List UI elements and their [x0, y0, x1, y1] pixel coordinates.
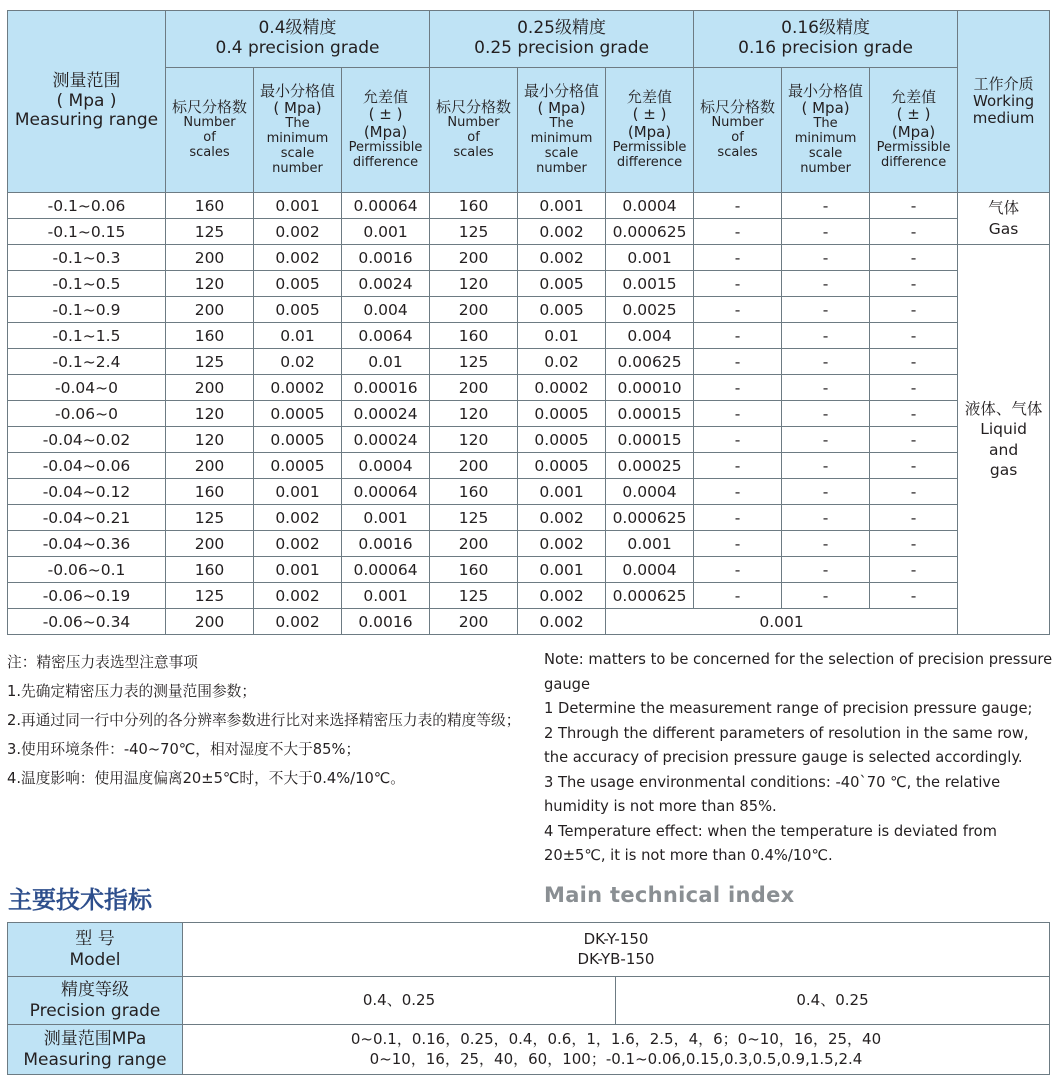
cell-s4: 125 — [166, 583, 254, 609]
subheader-min-scale-04: 最小分格值 ( Mpa) The minimum scale number — [254, 68, 342, 193]
cell-m4: 0.002 — [254, 609, 342, 635]
cell-m16: - — [782, 193, 870, 219]
note-4-cn: 4.温度影响：使用温度偏离20±5℃时，不大于0.4%/10℃。 — [7, 770, 405, 787]
cell-m16: - — [782, 531, 870, 557]
cell-s4: 160 — [166, 479, 254, 505]
table-row — [8, 193, 1050, 219]
cell-m25: 0.002 — [518, 219, 606, 245]
cell-s16: - — [694, 479, 782, 505]
cell-p16: - — [870, 453, 958, 479]
cell-s25: 125 — [430, 219, 518, 245]
cell-p4: 0.0016 — [342, 245, 430, 271]
cell-m16: - — [782, 479, 870, 505]
note-3-en: 3 The usage environmental conditions: -40`70 ℃, the relative humidity is not more than 85%. — [544, 773, 1001, 815]
cell-s4: 160 — [166, 193, 254, 219]
working-medium-header: 工作介质 Working medium — [958, 11, 1050, 193]
cell-range: -0.1~0.9 — [8, 297, 166, 323]
cell-p16: - — [870, 557, 958, 583]
cell-range: -0.04~0.06 — [8, 453, 166, 479]
cell-s4: 125 — [166, 219, 254, 245]
cell-s4: 120 — [166, 427, 254, 453]
cell-range: -0.04~0.36 — [8, 531, 166, 557]
cell-range: -0.1~0.06 — [8, 193, 166, 219]
cell-m25: 0.002 — [518, 245, 606, 271]
cell-range: -0.06~0.19 — [8, 583, 166, 609]
grade-row — [8, 977, 1050, 1025]
cell-range: -0.1~0.15 — [8, 219, 166, 245]
notes-chinese — [7, 648, 522, 793]
cell-p25: 0.0004 — [606, 193, 694, 219]
medium-gas-cell: 气体 Gas — [958, 193, 1050, 245]
cell-m16: - — [782, 583, 870, 609]
cell-s25: 200 — [430, 531, 518, 557]
cell-m25: 0.001 — [518, 193, 606, 219]
cell-p4: 0.01 — [342, 349, 430, 375]
cell-m16: - — [782, 427, 870, 453]
grade-value-left: 0.4、0.25 — [183, 977, 616, 1025]
cell-m4: 0.002 — [254, 245, 342, 271]
cell-p16: - — [870, 297, 958, 323]
cell-merged-permissible: 0.001 — [606, 609, 958, 635]
range-label: 测量范围MPa Measuring range — [8, 1025, 183, 1075]
cell-p16: - — [870, 427, 958, 453]
cell-range: -0.04~0.02 — [8, 427, 166, 453]
cell-p16: - — [870, 219, 958, 245]
cell-s25: 200 — [430, 297, 518, 323]
cell-m25: 0.01 — [518, 323, 606, 349]
cell-p4: 0.001 — [342, 505, 430, 531]
table-row — [8, 427, 1050, 453]
grade-label: 精度等级 Precision grade — [8, 977, 183, 1025]
cell-p25: 0.00015 — [606, 427, 694, 453]
cell-m4: 0.01 — [254, 323, 342, 349]
table-row — [8, 453, 1050, 479]
table-row — [8, 531, 1050, 557]
cell-m25: 0.002 — [518, 609, 606, 635]
cell-p4: 0.00024 — [342, 401, 430, 427]
cell-s16: - — [694, 531, 782, 557]
cell-s25: 120 — [430, 401, 518, 427]
cell-m16: - — [782, 453, 870, 479]
cell-m4: 0.005 — [254, 297, 342, 323]
cell-p25: 0.000625 — [606, 219, 694, 245]
cell-s4: 200 — [166, 375, 254, 401]
cell-s16: - — [694, 557, 782, 583]
table-row — [8, 219, 1050, 245]
cell-m4: 0.001 — [254, 479, 342, 505]
grade-header-04: 0.4级精度 0.4 precision grade — [166, 11, 430, 68]
note-2-en: 2 Through the different parameters of resolution in the same row, the accuracy of precision pressure gauge is selected accordingly. — [544, 724, 1029, 766]
cell-p25: 0.00625 — [606, 349, 694, 375]
cell-s16: - — [694, 323, 782, 349]
cell-range: -0.04~0.21 — [8, 505, 166, 531]
cell-range: -0.1~2.4 — [8, 349, 166, 375]
cell-s4: 200 — [166, 297, 254, 323]
cell-p16: - — [870, 401, 958, 427]
cell-p16: - — [870, 323, 958, 349]
cell-m16: - — [782, 505, 870, 531]
table-row — [8, 323, 1050, 349]
cell-p25: 0.00025 — [606, 453, 694, 479]
cell-range: -0.06~0.34 — [8, 609, 166, 635]
cell-s25: 125 — [430, 583, 518, 609]
cell-p16: - — [870, 193, 958, 219]
cell-m16: - — [782, 271, 870, 297]
cell-s25: 200 — [430, 245, 518, 271]
section-title-en: Main technical index — [544, 883, 795, 907]
table-row — [8, 297, 1050, 323]
subheader-scales-04: 标尺分格数 Number of scales — [166, 68, 254, 193]
cell-s16: - — [694, 375, 782, 401]
table-row — [8, 557, 1050, 583]
table-row — [8, 609, 1050, 635]
cell-p25: 0.0015 — [606, 271, 694, 297]
cell-range: -0.1~1.5 — [8, 323, 166, 349]
cell-m25: 0.0005 — [518, 427, 606, 453]
section-title-cn: 主要技术指标 — [8, 886, 152, 914]
cell-p16: - — [870, 349, 958, 375]
cell-m16: - — [782, 219, 870, 245]
cell-p25: 0.000625 — [606, 583, 694, 609]
cell-m25: 0.002 — [518, 583, 606, 609]
cell-s25: 200 — [430, 375, 518, 401]
cell-p4: 0.0024 — [342, 271, 430, 297]
cell-p25: 0.0004 — [606, 479, 694, 505]
cell-m16: - — [782, 375, 870, 401]
cell-m25: 0.0002 — [518, 375, 606, 401]
cell-s25: 160 — [430, 557, 518, 583]
cell-m4: 0.002 — [254, 583, 342, 609]
cell-p25: 0.00010 — [606, 375, 694, 401]
cell-s16: - — [694, 297, 782, 323]
table-row — [8, 349, 1050, 375]
notes-english — [544, 648, 1056, 869]
cell-range: -0.06~0 — [8, 401, 166, 427]
cell-m4: 0.001 — [254, 557, 342, 583]
cell-p4: 0.00064 — [342, 557, 430, 583]
cell-s4: 200 — [166, 453, 254, 479]
cell-p16: - — [870, 583, 958, 609]
cell-p16: - — [870, 479, 958, 505]
grade-header-016: 0.16级精度 0.16 precision grade — [694, 11, 958, 68]
cell-s16: - — [694, 193, 782, 219]
subheader-scales-016: 标尺分格数 Number of scales — [694, 68, 782, 193]
cell-s4: 120 — [166, 271, 254, 297]
note-4-en: 4 Temperature effect: when the temperature is deviated from 20±5℃, it is not more than 0.4%/10℃. — [544, 822, 997, 864]
table-row — [8, 245, 1050, 271]
cell-s25: 125 — [430, 349, 518, 375]
subheader-permissible-04: 允差值 ( ± ) (Mpa) Permissible difference — [342, 68, 430, 193]
cell-s16: - — [694, 453, 782, 479]
cell-p16: - — [870, 245, 958, 271]
cell-s4: 200 — [166, 531, 254, 557]
note-title-en: Note: matters to be concerned for the selection of precision pressure gauge — [544, 651, 1053, 693]
table-row — [8, 375, 1050, 401]
cell-s4: 200 — [166, 609, 254, 635]
cell-p4: 0.00024 — [342, 427, 430, 453]
note-2-cn: 2.再通过同一行中分列的各分辨率参数进行比对来选择精密压力表的精度等级； — [7, 712, 521, 729]
cell-m4: 0.002 — [254, 531, 342, 557]
table-row — [8, 271, 1050, 297]
cell-p4: 0.004 — [342, 297, 430, 323]
cell-p16: - — [870, 505, 958, 531]
technical-index-table — [7, 922, 1050, 1075]
cell-s16: - — [694, 427, 782, 453]
cell-range: -0.1~0.5 — [8, 271, 166, 297]
subheader-permissible-025: 允差值 ( ± ) (Mpa) Permissible difference — [606, 68, 694, 193]
model-label: 型 号 Model — [8, 923, 183, 977]
cell-s25: 200 — [430, 609, 518, 635]
cell-p16: - — [870, 531, 958, 557]
cell-s16: - — [694, 349, 782, 375]
cell-m4: 0.001 — [254, 193, 342, 219]
precision-spec-table — [7, 10, 1050, 635]
model-value: DK-Y-150 DK-YB-150 — [183, 923, 1050, 977]
grade-value-right: 0.4、0.25 — [616, 977, 1050, 1025]
cell-p16: - — [870, 375, 958, 401]
cell-s16: - — [694, 401, 782, 427]
cell-s16: - — [694, 583, 782, 609]
cell-p25: 0.00015 — [606, 401, 694, 427]
cell-s25: 160 — [430, 479, 518, 505]
cell-p4: 0.0064 — [342, 323, 430, 349]
cell-p16: - — [870, 271, 958, 297]
table-row — [8, 479, 1050, 505]
cell-m25: 0.0005 — [518, 453, 606, 479]
cell-m25: 0.02 — [518, 349, 606, 375]
spec-table-body — [8, 193, 1050, 635]
subheader-min-scale-016: 最小分格值 ( Mpa) The minimum scale number — [782, 68, 870, 193]
cell-m25: 0.002 — [518, 531, 606, 557]
cell-m16: - — [782, 401, 870, 427]
cell-p4: 0.001 — [342, 219, 430, 245]
cell-p4: 0.00064 — [342, 193, 430, 219]
model-row — [8, 923, 1050, 977]
cell-p25: 0.001 — [606, 245, 694, 271]
cell-range: -0.06~0.1 — [8, 557, 166, 583]
table-row — [8, 401, 1050, 427]
cell-m4: 0.002 — [254, 219, 342, 245]
note-1-cn: 1.先确定精密压力表的测量范围参数； — [7, 683, 257, 700]
cell-p25: 0.0004 — [606, 557, 694, 583]
cell-m4: 0.0005 — [254, 427, 342, 453]
note-3-cn: 3.使用环境条件：-40~70℃，相对湿度不大于85%； — [7, 741, 361, 758]
cell-s16: - — [694, 219, 782, 245]
cell-s4: 160 — [166, 323, 254, 349]
cell-s25: 160 — [430, 323, 518, 349]
note-title-cn: 注：精密压力表选型注意事项 — [7, 654, 198, 671]
cell-p25: 0.004 — [606, 323, 694, 349]
cell-s4: 160 — [166, 557, 254, 583]
cell-p25: 0.0025 — [606, 297, 694, 323]
cell-m4: 0.002 — [254, 505, 342, 531]
cell-m25: 0.001 — [518, 557, 606, 583]
cell-m16: - — [782, 245, 870, 271]
subheader-min-scale-025: 最小分格值 ( Mpa) The minimum scale number — [518, 68, 606, 193]
range-value: 0~0.1，0.16，0.25，0.4，0.6，1，1.6，2.5，4，6；0~10，16，25，40 0~10，16，25，40，60，100；-0.1~0.06,0.15,0.3,0.5,0.9,1.5,2.4 — [183, 1025, 1050, 1075]
cell-s25: 160 — [430, 193, 518, 219]
table-row — [8, 505, 1050, 531]
cell-m25: 0.005 — [518, 271, 606, 297]
cell-p25: 0.000625 — [606, 505, 694, 531]
cell-s25: 120 — [430, 271, 518, 297]
cell-s25: 120 — [430, 427, 518, 453]
cell-p4: 0.001 — [342, 583, 430, 609]
cell-s4: 125 — [166, 349, 254, 375]
cell-m16: - — [782, 349, 870, 375]
cell-s4: 125 — [166, 505, 254, 531]
cell-m4: 0.005 — [254, 271, 342, 297]
cell-p25: 0.001 — [606, 531, 694, 557]
subheader-permissible-016: 允差值 ( ± ) (Mpa) Permissible difference — [870, 68, 958, 193]
subheader-scales-025: 标尺分格数 Number of scales — [430, 68, 518, 193]
cell-s16: - — [694, 245, 782, 271]
cell-m16: - — [782, 323, 870, 349]
cell-s4: 120 — [166, 401, 254, 427]
cell-s25: 125 — [430, 505, 518, 531]
note-1-en: 1 Determine the measurement range of precision pressure gauge; — [544, 700, 1033, 717]
cell-m4: 0.0005 — [254, 453, 342, 479]
range-header: 测量范围 ( Mpa ) Measuring range — [8, 11, 166, 193]
grade-header-025: 0.25级精度 0.25 precision grade — [430, 11, 694, 68]
cell-s16: - — [694, 505, 782, 531]
cell-p4: 0.0004 — [342, 453, 430, 479]
cell-p4: 0.00064 — [342, 479, 430, 505]
cell-p4: 0.0016 — [342, 609, 430, 635]
cell-s16: - — [694, 271, 782, 297]
cell-range: -0.04~0.12 — [8, 479, 166, 505]
cell-range: -0.1~0.3 — [8, 245, 166, 271]
table-row — [8, 583, 1050, 609]
medium-liquid-gas-cell: 液体、气体 Liquid and gas — [958, 245, 1050, 635]
cell-m16: - — [782, 297, 870, 323]
cell-m4: 0.02 — [254, 349, 342, 375]
range-row — [8, 1025, 1050, 1075]
cell-s25: 200 — [430, 453, 518, 479]
cell-p4: 0.00016 — [342, 375, 430, 401]
cell-range: -0.04~0 — [8, 375, 166, 401]
cell-m4: 0.0002 — [254, 375, 342, 401]
cell-m25: 0.002 — [518, 505, 606, 531]
cell-m25: 0.0005 — [518, 401, 606, 427]
cell-m16: - — [782, 557, 870, 583]
cell-m25: 0.005 — [518, 297, 606, 323]
cell-s4: 200 — [166, 245, 254, 271]
cell-m4: 0.0005 — [254, 401, 342, 427]
cell-m25: 0.001 — [518, 479, 606, 505]
cell-p4: 0.0016 — [342, 531, 430, 557]
